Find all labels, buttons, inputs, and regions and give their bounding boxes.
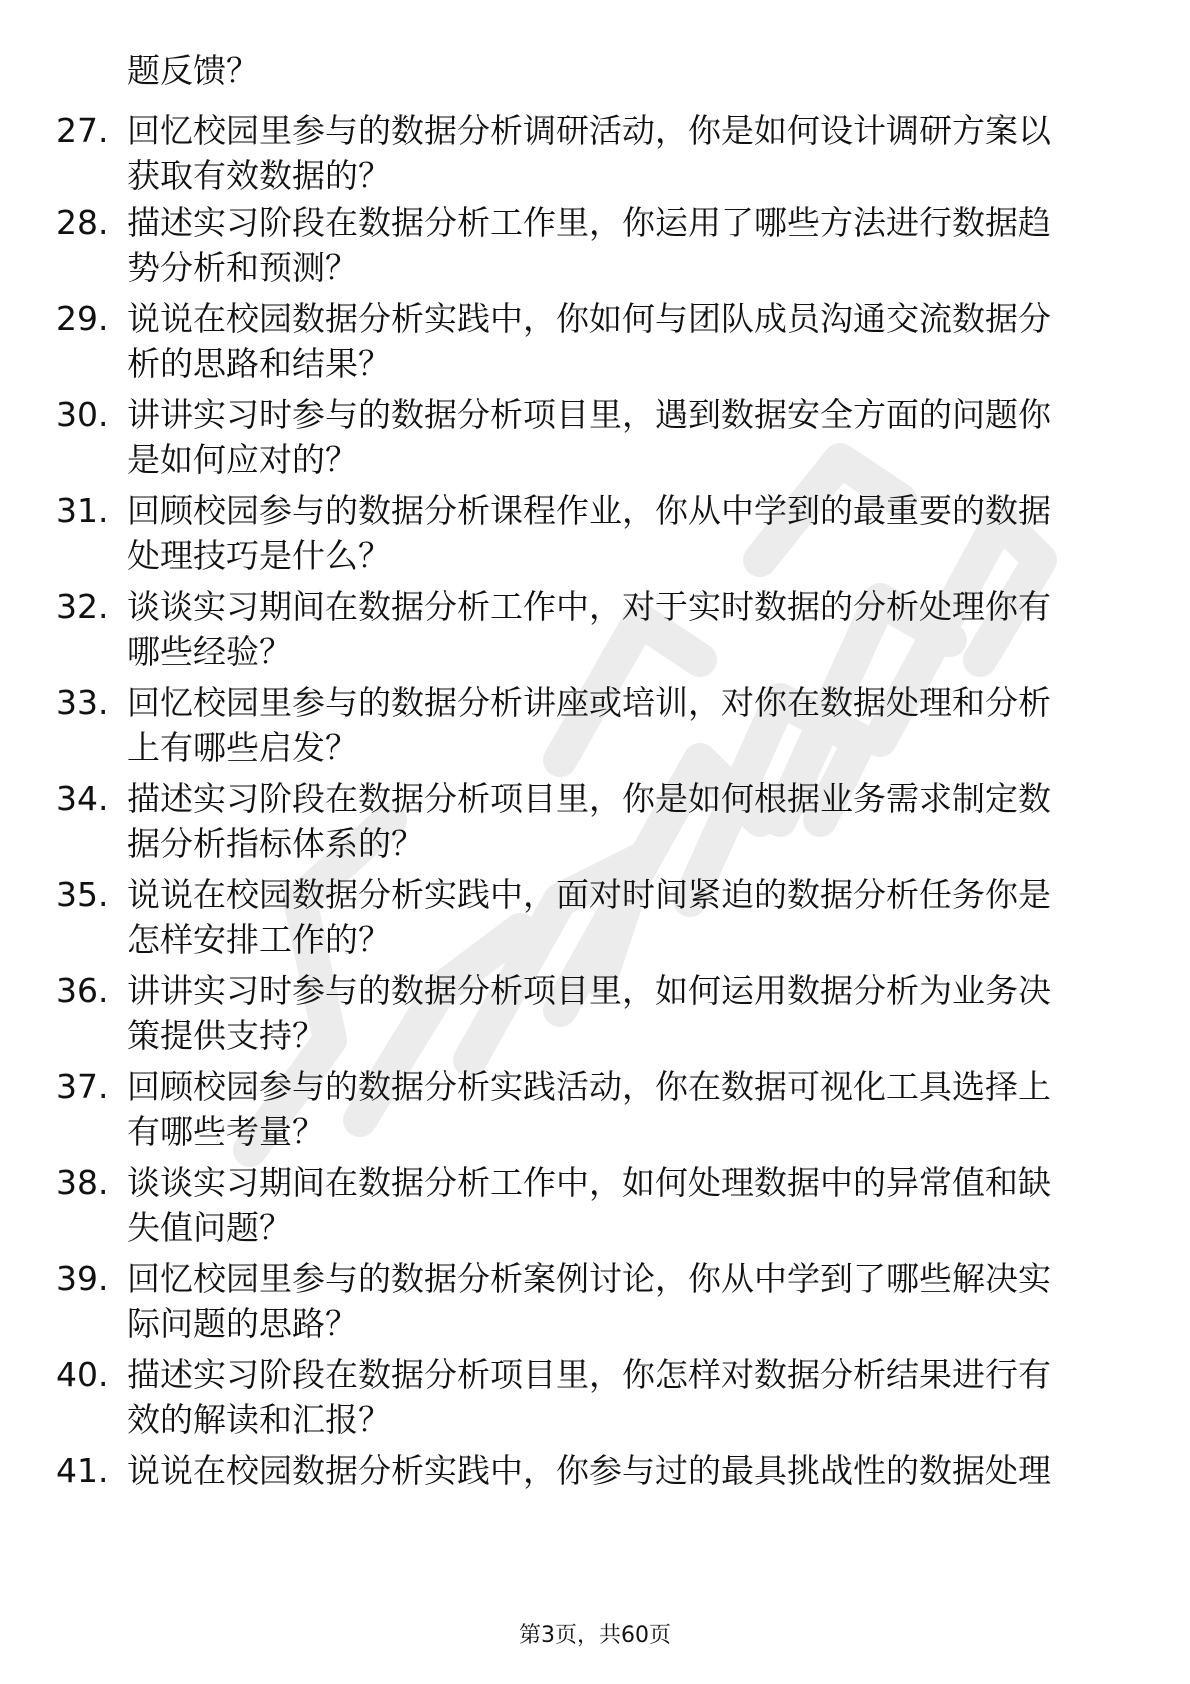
question-text-line-2: 是如何应对的？ xyxy=(127,440,358,479)
question-text-line-1: 说说在校园数据分析实践中，面对时间紧迫的数据分析任务你是 xyxy=(127,875,1051,914)
question-text-line-1: 说说在校园数据分析实践中，你如何与团队成员沟通交流数据分 xyxy=(127,299,1051,338)
question-number: 38. xyxy=(56,1163,109,1202)
question-text-line-2: 获取有效数据的？ xyxy=(127,156,391,195)
question-text-line-2: 际问题的思路？ xyxy=(127,1304,358,1343)
question-text-line-2: 势分析和预测？ xyxy=(127,248,358,287)
question-text-line-1: 回顾校园参与的数据分析实践活动，你在数据可视化工具选择上 xyxy=(127,1067,1051,1106)
question-text-line-2: 析的思路和结果？ xyxy=(127,344,391,383)
question-text-line-1: 谈谈实习期间在数据分析工作中，如何处理数据中的异常值和缺 xyxy=(127,1163,1051,1202)
question-number: 34. xyxy=(56,779,109,818)
question-text-line-1: 回忆校园里参与的数据分析案例讨论，你从中学到了哪些解决实 xyxy=(127,1259,1051,1298)
question-text-line-1: 讲讲实习时参与的数据分析项目里，遇到数据安全方面的问题你 xyxy=(127,395,1051,434)
question-text-line-1: 描述实习阶段在数据分析项目里，你怎样对数据分析结果进行有 xyxy=(127,1355,1051,1394)
question-number: 30. xyxy=(56,395,109,434)
question-number: 40. xyxy=(56,1355,109,1394)
question-text-line-1: 谈谈实习期间在数据分析工作中，对于实时数据的分析处理你有 xyxy=(127,587,1051,626)
question-number: 39. xyxy=(56,1259,109,1298)
question-text-line-1: 讲讲实习时参与的数据分析项目里，如何运用数据分析为业务决 xyxy=(127,971,1051,1010)
question-number: 28. xyxy=(56,203,109,242)
question-text-line-1: 回忆校园里参与的数据分析调研活动，你是如何设计调研方案以 xyxy=(127,111,1051,150)
question-number: 29. xyxy=(56,299,109,338)
question-text-line-2: 有哪些考量？ xyxy=(127,1112,325,1151)
question-text-line-2: 上有哪些启发？ xyxy=(127,728,358,767)
question-number: 32. xyxy=(56,587,109,626)
question-number: 33. xyxy=(56,683,109,722)
question-text-line-2: 策提供支持？ xyxy=(127,1016,325,1055)
question-number: 36. xyxy=(56,971,109,1010)
question-text-line-2: 怎样安排工作的？ xyxy=(127,920,391,959)
question-number: 35. xyxy=(56,875,109,914)
question-number: 41. xyxy=(56,1451,109,1490)
question-text-line-1: 回顾校园参与的数据分析课程作业，你从中学到的最重要的数据 xyxy=(127,491,1051,530)
question-text-line-2: 据分析指标体系的？ xyxy=(127,824,424,863)
page-indicator: 第3页，共60页 xyxy=(519,1623,671,1648)
previous-question-continuation: 题反馈？ xyxy=(127,51,259,90)
question-number: 31. xyxy=(56,491,109,530)
question-text-line-2: 处理技巧是什么？ xyxy=(127,536,391,575)
question-text-line-1: 说说在校园数据分析实践中，你参与过的最具挑战性的数据处理 xyxy=(127,1451,1051,1490)
question-text-line-2: 失值问题？ xyxy=(127,1208,292,1247)
question-text-line-1: 回忆校园里参与的数据分析讲座或培训，对你在数据处理和分析 xyxy=(127,683,1051,722)
question-number: 37. xyxy=(56,1067,109,1106)
question-text-line-2: 哪些经验？ xyxy=(127,632,292,671)
question-text-line-1: 描述实习阶段在数据分析工作里，你运用了哪些方法进行数据趋 xyxy=(127,203,1051,242)
question-text-line-2: 效的解读和汇报？ xyxy=(127,1400,391,1439)
question-number: 27. xyxy=(56,111,109,150)
question-text-line-1: 描述实习阶段在数据分析项目里，你是如何根据业务需求制定数 xyxy=(127,779,1051,818)
